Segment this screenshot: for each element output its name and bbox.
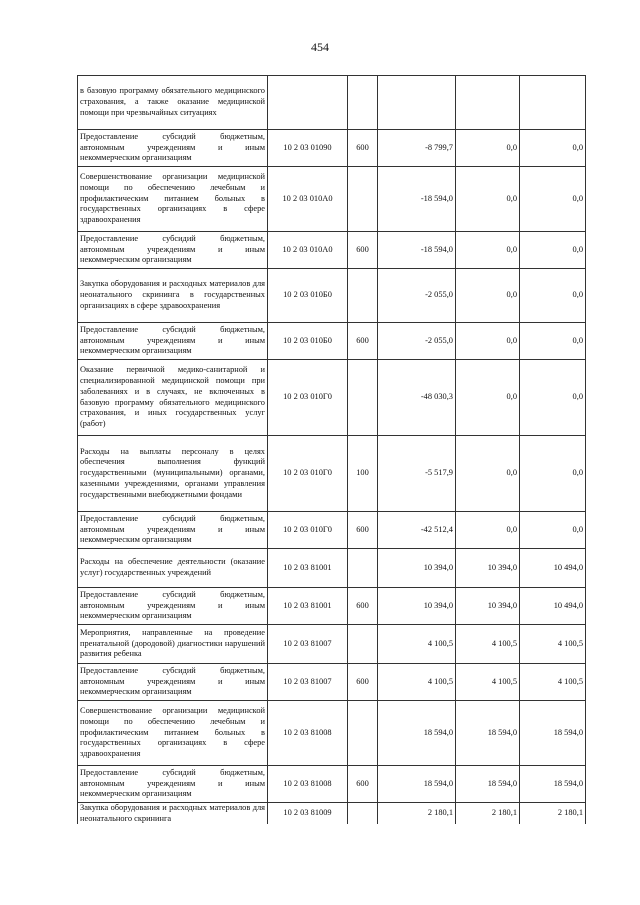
row-amount-year-1: -2 055,0: [378, 323, 456, 360]
row-amount-year-1: 4 100,5: [378, 625, 456, 664]
table-row: [78, 167, 586, 232]
row-target-code: 10 2 03 81008: [268, 701, 348, 766]
row-amount-year-2: 18 594,0: [456, 766, 520, 803]
row-amount-year-2: 0,0: [456, 436, 520, 512]
table-row: [78, 588, 586, 625]
row-amount-year-2: 0,0: [456, 512, 520, 549]
row-expense-type: 600: [348, 512, 378, 549]
table-row: [78, 360, 586, 436]
table-row: [78, 625, 586, 664]
row-description: Мероприятия, направленные на проведение пренатальной (дородовой) диагностики нарушений развития ребенка: [78, 625, 268, 664]
row-target-code: 10 2 03 010Г0: [268, 360, 348, 436]
row-target-code: 10 2 03 81007: [268, 625, 348, 664]
row-expense-type: 600: [348, 130, 378, 167]
row-amount-year-1: [378, 76, 456, 130]
row-amount-year-2: [456, 76, 520, 130]
row-amount-year-3: 18 594,0: [520, 701, 586, 766]
row-description: Расходы на выплаты персоналу в целях обеспечения выполнения функций государственными (муниципальными) органами, казенными учреждениями, органами управления государственными внебюджетными фондами: [78, 436, 268, 512]
row-target-code: 10 2 03 010Г0: [268, 436, 348, 512]
row-target-code: 10 2 03 81009: [268, 803, 348, 825]
row-expense-type: [348, 803, 378, 825]
row-amount-year-1: 10 394,0: [378, 549, 456, 588]
row-expense-type: 600: [348, 232, 378, 269]
row-description: Предоставление субсидий бюджетным, автономным учреждениям и иным некоммерческим организациям: [78, 588, 268, 625]
row-target-code: 10 2 03 81001: [268, 588, 348, 625]
row-amount-year-1: -42 512,4: [378, 512, 456, 549]
row-description: Совершенствование организации медицинской помощи по обеспечению лечебным и профилактическим питанием больных в государственных организациях в сфере здравоохранения: [78, 701, 268, 766]
row-amount-year-3: 2 180,1: [520, 803, 586, 825]
row-expense-type: 600: [348, 588, 378, 625]
row-target-code: 10 2 03 010Г0: [268, 512, 348, 549]
row-amount-year-1: 18 594,0: [378, 701, 456, 766]
row-amount-year-1: 10 394,0: [378, 588, 456, 625]
table-row: [78, 269, 586, 323]
table-row: [78, 76, 586, 130]
row-amount-year-3: 10 494,0: [520, 549, 586, 588]
row-expense-type: [348, 76, 378, 130]
row-description: Расходы на обеспечение деятельности (оказание услуг) государственных учреждений: [78, 549, 268, 588]
row-description: в базовую программу обязательного медицинского страхования, а также оказание медицинской помощи при чрезвычайных ситуациях: [78, 76, 268, 130]
row-description: Предоставление субсидий бюджетным, автономным учреждениям и иным некоммерческим организациям: [78, 664, 268, 701]
row-expense-type: [348, 167, 378, 232]
row-description: Предоставление субсидий бюджетным, автономным учреждениям и иным некоммерческим организациям: [78, 323, 268, 360]
row-description: Совершенствование организации медицинской помощи по обеспечению лечебным и профилактическим питанием больных в государственных организациях в сфере здравоохранения: [78, 167, 268, 232]
row-target-code: 10 2 03 81001: [268, 549, 348, 588]
table-row: [78, 436, 586, 512]
row-amount-year-1: -18 594,0: [378, 232, 456, 269]
row-target-code: 10 2 03 010Б0: [268, 323, 348, 360]
row-expense-type: [348, 269, 378, 323]
row-amount-year-3: 0,0: [520, 512, 586, 549]
row-amount-year-3: 0,0: [520, 269, 586, 323]
row-amount-year-2: 0,0: [456, 360, 520, 436]
row-target-code: 10 2 03 010А0: [268, 167, 348, 232]
row-expense-type: [348, 701, 378, 766]
budget-table: [77, 75, 586, 824]
row-description: Закупка оборудования и расходных материалов для неонатального скрининга в государственных организациях в сфере здравоохранения: [78, 269, 268, 323]
row-description: Оказание первичной медико-санитарной и специализированной медицинской помощи при заболеваниях и в случаях, не включенных в базовую программу обязательного медицинского страхования, и иных государственных услуг (работ): [78, 360, 268, 436]
table-row: [78, 664, 586, 701]
row-expense-type: 100: [348, 436, 378, 512]
row-expense-type: [348, 625, 378, 664]
row-amount-year-3: 0,0: [520, 436, 586, 512]
row-amount-year-3: 4 100,5: [520, 664, 586, 701]
row-amount-year-1: 4 100,5: [378, 664, 456, 701]
table-row: [78, 549, 586, 588]
row-target-code: 10 2 03 01090: [268, 130, 348, 167]
row-amount-year-3: 0,0: [520, 360, 586, 436]
row-amount-year-1: -5 517,9: [378, 436, 456, 512]
row-amount-year-3: [520, 76, 586, 130]
row-amount-year-2: 4 100,5: [456, 625, 520, 664]
row-amount-year-2: 0,0: [456, 323, 520, 360]
row-amount-year-3: 10 494,0: [520, 588, 586, 625]
row-description: Закупка оборудования и расходных материалов для неонатального скрининга: [78, 803, 268, 825]
row-amount-year-3: 0,0: [520, 130, 586, 167]
row-amount-year-3: 0,0: [520, 167, 586, 232]
row-expense-type: [348, 360, 378, 436]
row-amount-year-2: 18 594,0: [456, 701, 520, 766]
row-amount-year-3: 0,0: [520, 323, 586, 360]
row-amount-year-1: 18 594,0: [378, 766, 456, 803]
row-target-code: 10 2 03 010Б0: [268, 269, 348, 323]
row-amount-year-3: 0,0: [520, 232, 586, 269]
table-row: [78, 766, 586, 803]
row-description: Предоставление субсидий бюджетным, автономным учреждениям и иным некоммерческим организациям: [78, 130, 268, 167]
table-row: [78, 130, 586, 167]
row-description: Предоставление субсидий бюджетным, автономным учреждениям и иным некоммерческим организациям: [78, 232, 268, 269]
row-amount-year-2: 0,0: [456, 167, 520, 232]
row-target-code: 10 2 03 81007: [268, 664, 348, 701]
row-description: Предоставление субсидий бюджетным, автономным учреждениям и иным некоммерческим организациям: [78, 766, 268, 803]
row-description: Предоставление субсидий бюджетным, автономным учреждениям и иным некоммерческим организациям: [78, 512, 268, 549]
row-amount-year-1: -18 594,0: [378, 167, 456, 232]
row-target-code: [268, 76, 348, 130]
row-expense-type: 600: [348, 323, 378, 360]
table-row: [78, 701, 586, 766]
page-number: 454: [311, 40, 329, 54]
row-expense-type: [348, 549, 378, 588]
row-amount-year-1: -8 799,7: [378, 130, 456, 167]
row-amount-year-2: 2 180,1: [456, 803, 520, 825]
row-amount-year-2: 0,0: [456, 130, 520, 167]
budget-table-body: [78, 76, 586, 825]
row-target-code: 10 2 03 010А0: [268, 232, 348, 269]
row-target-code: 10 2 03 81008: [268, 766, 348, 803]
row-amount-year-1: -2 055,0: [378, 269, 456, 323]
row-amount-year-2: 0,0: [456, 232, 520, 269]
table-row: [78, 323, 586, 360]
table-row: [78, 803, 586, 825]
row-amount-year-3: 4 100,5: [520, 625, 586, 664]
row-amount-year-2: 10 394,0: [456, 549, 520, 588]
row-amount-year-1: 2 180,1: [378, 803, 456, 825]
row-amount-year-1: -48 030,3: [378, 360, 456, 436]
row-amount-year-2: 4 100,5: [456, 664, 520, 701]
row-expense-type: 600: [348, 664, 378, 701]
table-row: [78, 512, 586, 549]
row-amount-year-2: 10 394,0: [456, 588, 520, 625]
table-row: [78, 232, 586, 269]
row-expense-type: 600: [348, 766, 378, 803]
row-amount-year-2: 0,0: [456, 269, 520, 323]
row-amount-year-3: 18 594,0: [520, 766, 586, 803]
